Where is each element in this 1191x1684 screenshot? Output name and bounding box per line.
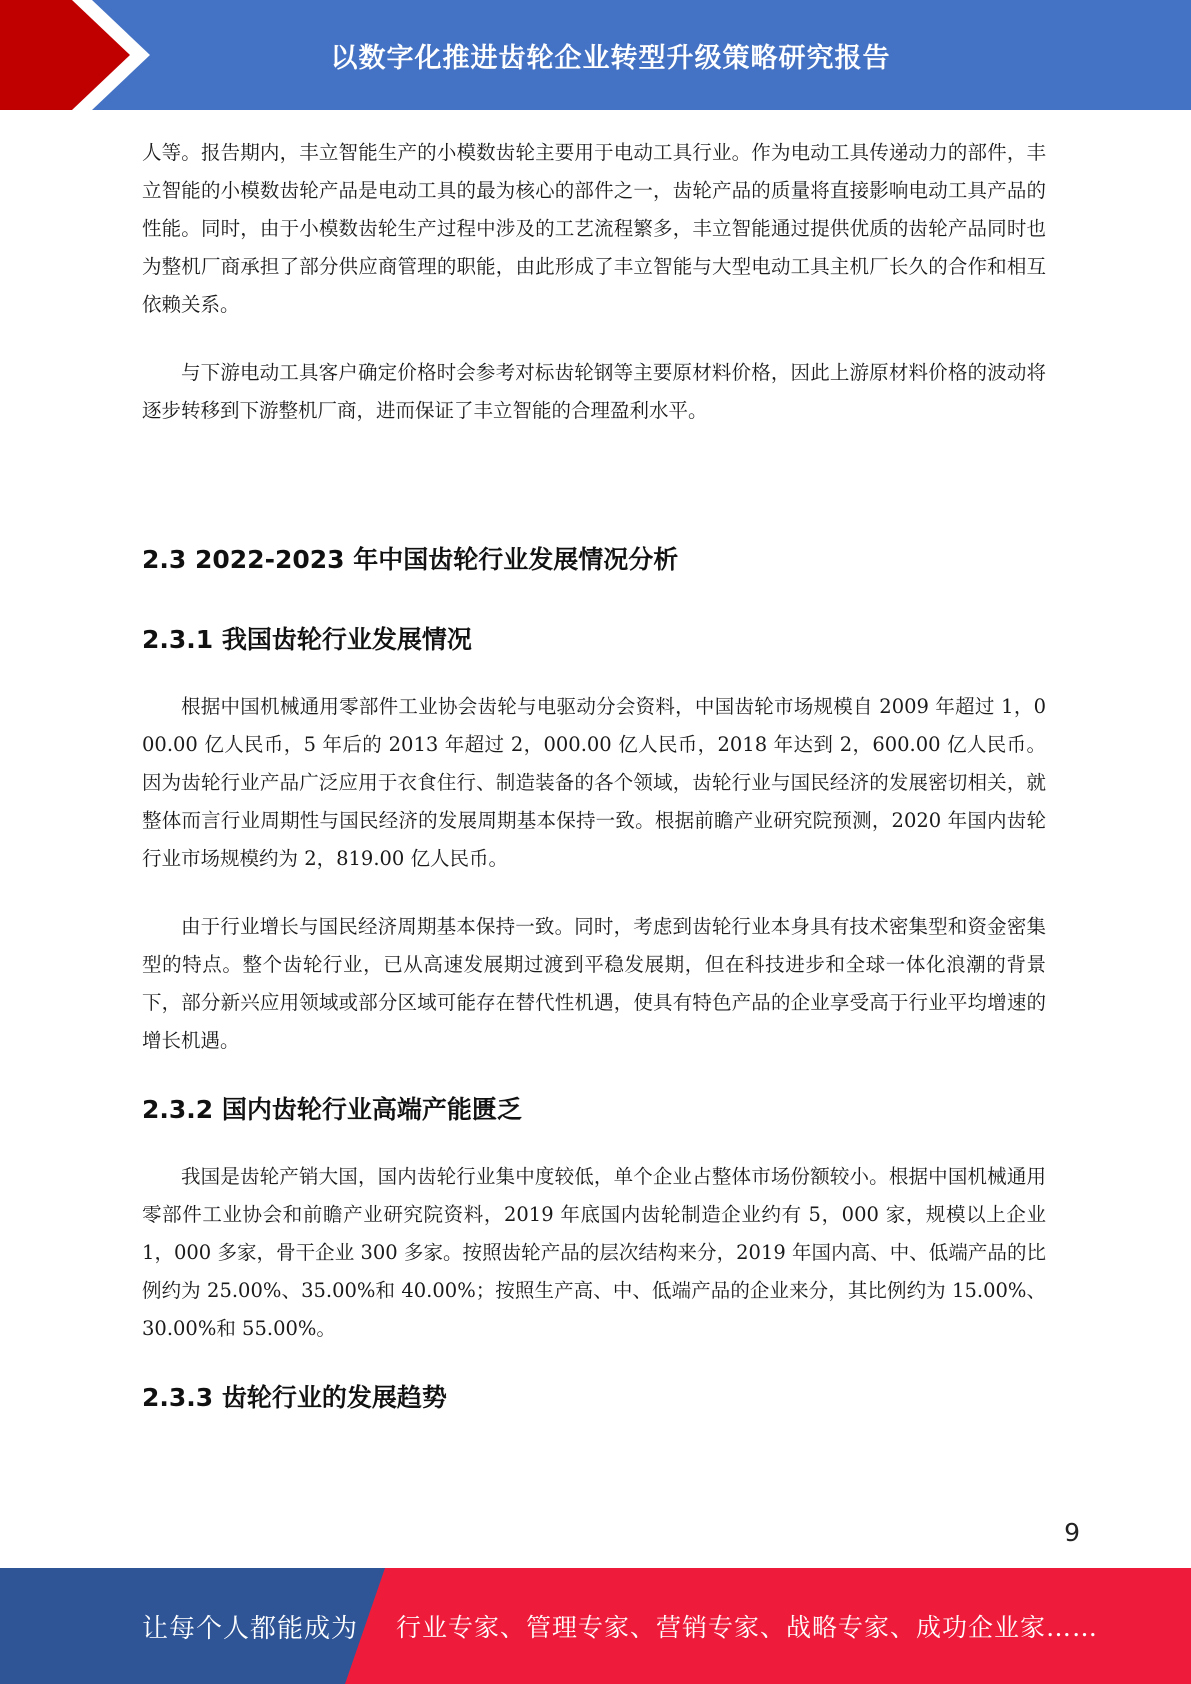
- paragraph-3: 根据中国机械通用零部件工业协会齿轮与电驱动分会资料，中国齿轮市场规模自 2009 年超过 1，000.00 亿人民币，5 年后的 2013 年超过 2，000.00 亿人民币，2018 年达到 2，600.00 亿人民币。因为齿轮行业产品广泛应用于衣食住行、制造装备的各个领域，齿轮行业与国民经济的发展密切相关，就整体而言行业周期性与国民经济的发展周期基本保持一致。根据前瞻产业研究院预测，2020 年国内齿轮行业市场规模约为 2，819.00 亿人民币。: [142, 695, 1046, 870]
- paragraph-2: 与下游电动工具客户确定价格时会参考对标齿轮钢等主要原材料价格，因此上游原材料价格的波动将逐步转移到下游整机厂商，进而保证了丰立智能的合理盈利水平。: [142, 361, 1046, 422]
- section-heading-2-3: 2.3 2022-2023 年中国齿轮行业发展情况分析: [142, 545, 679, 574]
- footer-slogan-right: 行业专家、管理专家、营销专家、战略专家、成功企业家……: [396, 1613, 1099, 1642]
- page-footer: [0, 1568, 1191, 1684]
- section-heading-2-3-1: 2.3.1 我国齿轮行业发展情况: [142, 625, 472, 654]
- page-number: 9: [1064, 1518, 1080, 1547]
- section-heading-2-3-2: 2.3.2 国内齿轮行业高端产能匮乏: [142, 1095, 522, 1124]
- footer-slogan-left: 让每个人都能成为: [142, 1613, 359, 1644]
- header-title: 以数字化推进齿轮企业转型升级策略研究报告: [330, 42, 891, 74]
- section-heading-2-3-3: 2.3.3 齿轮行业的发展趋势: [142, 1383, 447, 1412]
- document-body: [142, 134, 1046, 1414]
- paragraph-1: 人等。报告期内，丰立智能生产的小模数齿轮主要用于电动工具行业。作为电动工具传递动力的部件，丰立智能的小模数齿轮产品是电动工具的最为核心的部件之一，齿轮产品的质量将直接影响电动工具产品的性能。同时，由于小模数齿轮生产过程中涉及的工艺流程繁多，丰立智能通过提供优质的齿轮产品同时也为整机厂商承担了部分供应商管理的职能，由此形成了丰立智能与大型电动工具主机厂长久的合作和相互依赖关系。: [142, 141, 1046, 316]
- page-header: [0, 0, 1191, 110]
- paragraph-4: 由于行业增长与国民经济周期基本保持一致。同时，考虑到齿轮行业本身具有技术密集型和资金密集型的特点。整个齿轮行业，已从高速发展期过渡到平稳发展期，但在科技进步和全球一体化浪潮的背景下，部分新兴应用领域或部分区域可能存在替代性机遇，使具有特色产品的企业享受高于行业平均增速的增长机遇。: [142, 915, 1046, 1052]
- paragraph-5: 我国是齿轮产销大国，国内齿轮行业集中度较低，单个企业占整体市场份额较小。根据中国机械通用零部件工业协会和前瞻产业研究院资料，2019 年底国内齿轮制造企业约有 5，000 家，规模以上企业 1，000 多家，骨干企业 300 多家。按照齿轮产品的层次结构来分，2019 年国内高、中、低端产品的比例约为 25.00%、35.00%和 40.00%；按照生产高、中、低端产品的企业来分，其比例约为 15.00%、30.00%和 55.00%。: [142, 1165, 1046, 1340]
